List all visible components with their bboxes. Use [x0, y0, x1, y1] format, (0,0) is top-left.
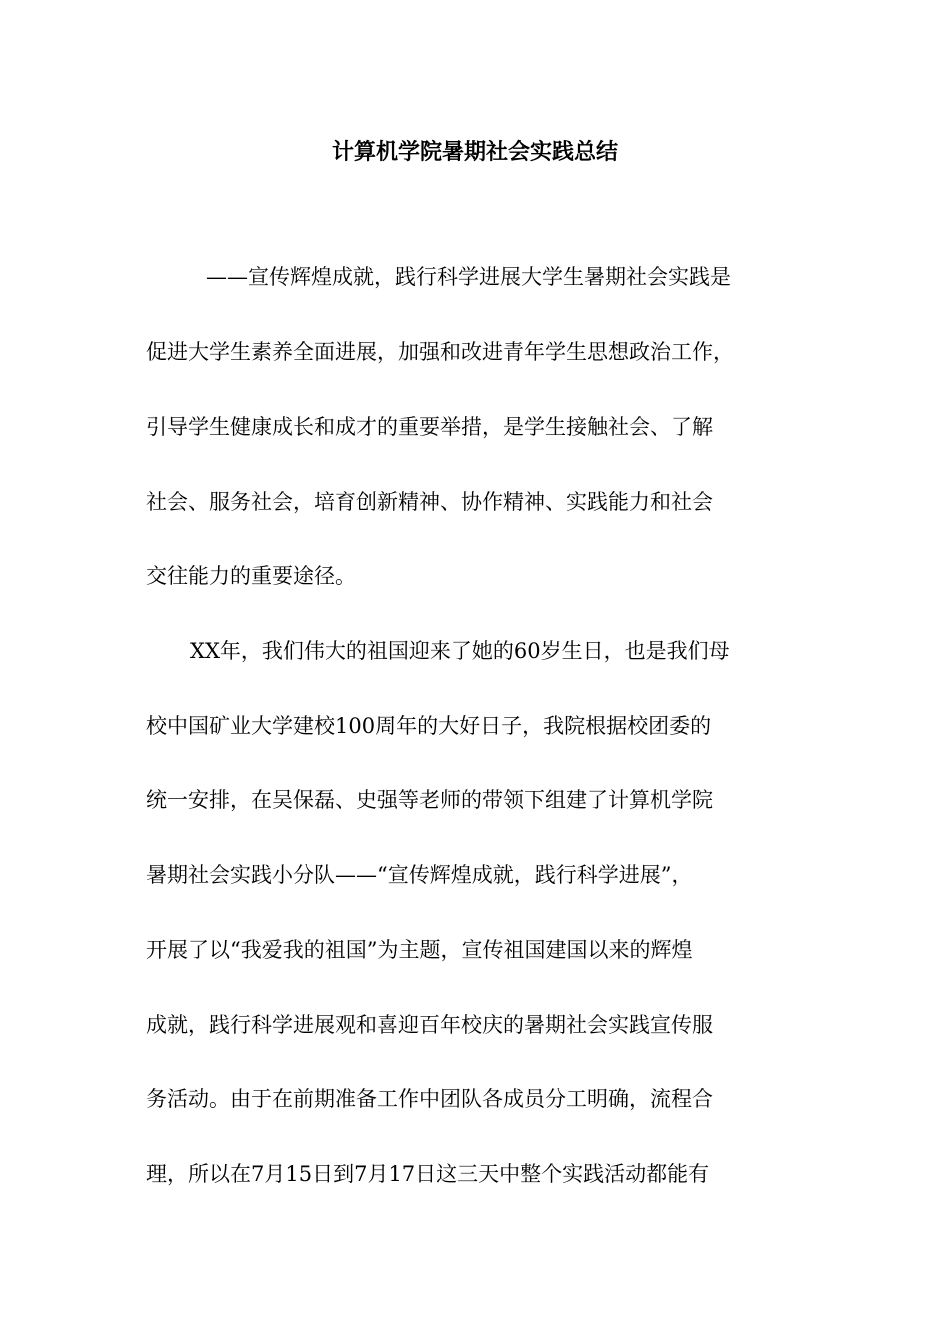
paragraph-line: 校中国矿业大学建校100周年的大好日子，我院根据校团委的 [146, 714, 712, 738]
paragraph-line: ——宣传辉煌成就，践行科学进展大学生暑期社会实践是 [206, 265, 731, 289]
paragraph-line: 社会、服务社会，培育创新精神、协作精神、实践能力和社会 [146, 490, 713, 514]
paragraph-line: 理，所以在7月15日到7月17日这三天中整个实践活动都能有 [146, 1162, 710, 1186]
paragraph-line: 交往能力的重要途径。 [146, 564, 356, 588]
paragraph-line: 务活动。由于在前期准备工作中团队各成员分工明确，流程合 [146, 1087, 713, 1111]
paragraph-line: XX年，我们伟大的祖国迎来了她的60岁生日，也是我们母 [190, 639, 730, 663]
paragraph-line: 引导学生健康成长和成才的重要举措，是学生接触社会、了解 [146, 415, 713, 439]
paragraph-line: 促进大学生素养全面进展，加强和改进青年学生思想政治工作， [146, 340, 734, 364]
paragraph-line: 暑期社会实践小分队——“宣传辉煌成就，践行科学进展”， [146, 863, 693, 887]
document-title: 计算机学院暑期社会实践总结 [331, 140, 618, 165]
paragraph-line: 统一安排，在吴保磊、史强等老师的带领下组建了计算机学院 [146, 788, 713, 812]
paragraph-line: 成就，践行科学进展观和喜迎百年校庆的暑期社会实践宣传服 [146, 1013, 713, 1037]
paragraph-line: 开展了以“我爱我的祖国”为主题，宣传祖国建国以来的辉煌 [146, 938, 693, 962]
